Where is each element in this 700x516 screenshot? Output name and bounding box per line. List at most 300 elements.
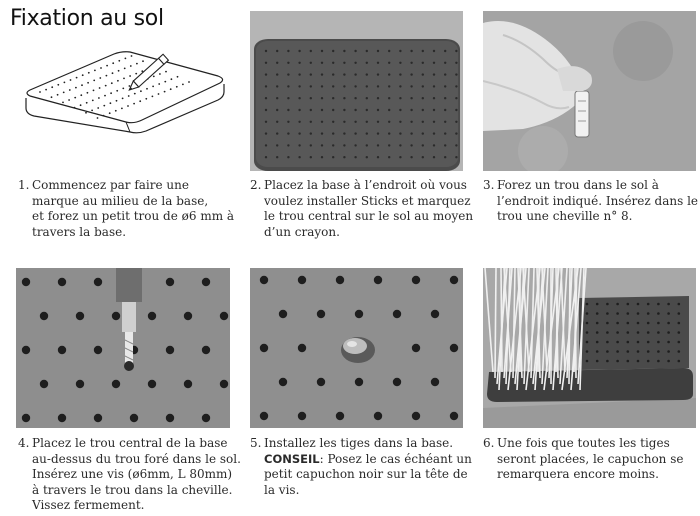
perforation-dot xyxy=(118,60,120,62)
perforation-dot xyxy=(260,344,268,352)
perforation-dot xyxy=(657,322,660,325)
perforation-dot xyxy=(184,380,192,388)
perforation-dot xyxy=(343,156,345,158)
perforation-dot xyxy=(317,378,325,386)
perforation-dot xyxy=(188,81,190,83)
photo-sticks-installed xyxy=(483,268,696,428)
perforation-dot xyxy=(106,65,108,67)
perforation-dot xyxy=(332,144,334,146)
perforation-dot xyxy=(260,276,268,284)
perforation-dot xyxy=(377,85,379,87)
perforation-dot xyxy=(596,303,599,306)
perforation-dot xyxy=(444,97,446,99)
perforation-dot xyxy=(433,132,435,134)
perforation-dot xyxy=(667,312,670,315)
step-2-line-2: voulez installer Sticks et marquez xyxy=(264,193,471,208)
perforation-dot xyxy=(298,156,300,158)
perforation-dot xyxy=(450,412,458,420)
step-1-line-2: marque au milieu de la base, xyxy=(32,193,209,208)
perforation-dot xyxy=(76,312,84,320)
perforation-dot xyxy=(182,84,184,86)
perforation-dot xyxy=(596,350,599,353)
perforation-dot xyxy=(321,97,323,99)
perforation-dot xyxy=(287,109,289,111)
perforation-dot xyxy=(354,109,356,111)
step-5-caption xyxy=(250,436,472,498)
perforation-dot xyxy=(377,109,379,111)
perforation-dot xyxy=(410,85,412,87)
perforation-dot xyxy=(127,105,129,107)
perforation-dot xyxy=(103,115,105,117)
perforation-dot xyxy=(667,350,670,353)
perforation-dot xyxy=(177,76,179,78)
step-5-tip-line-3: la vis. xyxy=(264,482,300,497)
perforation-dot xyxy=(412,276,420,284)
perforation-dot xyxy=(354,144,356,146)
perforation-dot xyxy=(433,144,435,146)
perforation-dot xyxy=(410,50,412,52)
perforation-dot xyxy=(354,85,356,87)
perforation-dot xyxy=(667,322,670,325)
perforation-dot xyxy=(165,71,167,73)
perforation-dot xyxy=(399,97,401,99)
perforation-dot xyxy=(343,73,345,75)
perforation-dot xyxy=(170,88,172,90)
step-4-caption xyxy=(18,436,241,514)
perforation-dot xyxy=(455,62,457,64)
perforation-dot xyxy=(310,62,312,64)
perforation-dot xyxy=(80,104,82,106)
perforation-dot xyxy=(678,331,681,334)
perforation-dot xyxy=(265,109,267,111)
perforation-dot xyxy=(321,144,323,146)
perforation-dot xyxy=(45,89,47,91)
perforation-dot xyxy=(118,70,120,72)
perforation-dot xyxy=(276,73,278,75)
perforation-dot xyxy=(152,86,154,88)
perforation-dot xyxy=(106,75,108,77)
perforation-dot xyxy=(98,97,100,99)
perforation-dot xyxy=(455,97,457,99)
step-4-number: 4. xyxy=(18,436,30,450)
perforation-dot xyxy=(422,109,424,111)
perforation-dot xyxy=(58,414,66,422)
step-2-caption xyxy=(250,178,473,240)
perforation-dot xyxy=(64,82,66,84)
perforation-dot xyxy=(265,85,267,87)
perforation-dot xyxy=(366,144,368,146)
step-2-line-1: Placez la base à l’endroit où vous xyxy=(264,178,467,192)
perforation-dot xyxy=(343,50,345,52)
perforation-dot xyxy=(220,380,228,388)
perforation-dot xyxy=(354,62,356,64)
perforation-dot xyxy=(63,92,65,94)
perforation-dot xyxy=(444,50,446,52)
step-5-tip-line-2: petit capuchon noir sur la tête de xyxy=(264,467,468,481)
perforation-dot xyxy=(103,105,105,107)
perforation-dot xyxy=(410,132,412,134)
perforation-dot xyxy=(336,276,344,284)
perforation-dot xyxy=(91,110,93,112)
perforation-dot xyxy=(657,312,660,315)
perforation-dot xyxy=(152,96,154,98)
perforation-dot xyxy=(637,322,640,325)
perforation-dot xyxy=(122,88,124,90)
perforation-dot xyxy=(422,62,424,64)
photo-screwing-base xyxy=(16,268,230,428)
perforation-dot xyxy=(22,346,30,354)
perforation-dot xyxy=(131,55,133,57)
perforation-dot xyxy=(336,412,344,420)
perforation-dot xyxy=(657,303,660,306)
perforation-dot xyxy=(616,341,619,344)
perforation-dot xyxy=(85,112,87,114)
perforation-dot xyxy=(332,132,334,134)
perforation-dot xyxy=(321,156,323,158)
perforation-dot xyxy=(433,156,435,158)
perforation-dot xyxy=(87,82,89,84)
perforation-dot xyxy=(374,412,382,420)
perforation-dot xyxy=(586,322,589,325)
perforation-dot xyxy=(97,117,99,119)
perforation-dot xyxy=(410,156,412,158)
perforation-dot xyxy=(637,360,640,363)
perforation-dot xyxy=(74,107,76,109)
perforation-dot xyxy=(298,276,306,284)
perforation-dot xyxy=(310,144,312,146)
perforation-dot xyxy=(287,73,289,75)
perforation-dot xyxy=(377,144,379,146)
perforation-dot xyxy=(678,360,681,363)
perforation-dot xyxy=(606,322,609,325)
step-6-line-1: Une fois que toutes les tiges xyxy=(497,436,670,450)
perforation-dot xyxy=(444,156,446,158)
step-3-number: 3. xyxy=(483,178,495,192)
step-4-line-4: à travers le trou dans la cheville. xyxy=(32,482,233,497)
perforation-dot xyxy=(399,85,401,87)
perforation-dot xyxy=(616,331,619,334)
perforation-dot xyxy=(410,73,412,75)
perforation-dot xyxy=(637,312,640,315)
perforation-dot xyxy=(377,73,379,75)
perforation-dot xyxy=(422,132,424,134)
perforation-dot xyxy=(276,50,278,52)
perforation-dot xyxy=(310,109,312,111)
perforation-dot xyxy=(377,132,379,134)
perforation-dot xyxy=(343,97,345,99)
perforation-dot xyxy=(298,144,300,146)
perforation-dot xyxy=(354,132,356,134)
perforation-dot xyxy=(51,86,53,88)
perforation-dot xyxy=(94,70,96,72)
perforation-dot xyxy=(265,156,267,158)
perforation-dot xyxy=(667,360,670,363)
perforation-dot xyxy=(647,312,650,315)
perforation-dot xyxy=(586,331,589,334)
perforation-dot xyxy=(596,331,599,334)
step-3-line-3: trou une cheville n° 8. xyxy=(497,209,633,223)
perforation-dot xyxy=(627,322,630,325)
perforation-dot xyxy=(310,73,312,75)
perforation-dot xyxy=(377,156,379,158)
perforation-dot xyxy=(265,50,267,52)
perforation-dot xyxy=(129,75,131,77)
perforation-dot xyxy=(116,100,118,102)
perforation-dot xyxy=(111,82,113,84)
perforation-dot xyxy=(265,62,267,64)
perforation-dot xyxy=(606,312,609,315)
perforation-dot xyxy=(637,350,640,353)
perforation-dot xyxy=(298,73,300,75)
perforation-dot xyxy=(399,109,401,111)
perforation-dot xyxy=(412,344,420,352)
perforation-dot xyxy=(647,331,650,334)
perforation-dot xyxy=(637,303,640,306)
perforation-dot xyxy=(647,350,650,353)
page-title: Fixation au sol xyxy=(10,6,164,31)
perforation-dot xyxy=(596,360,599,363)
perforation-dot xyxy=(433,50,435,52)
illustration-base-with-pencil xyxy=(18,36,230,136)
perforation-dot xyxy=(586,303,589,306)
perforation-dot xyxy=(616,350,619,353)
perforation-dot xyxy=(310,50,312,52)
perforation-dot xyxy=(321,62,323,64)
perforation-dot xyxy=(374,276,382,284)
step-2-line-4: d’un crayon. xyxy=(264,224,340,239)
perforation-dot xyxy=(276,121,278,123)
perforation-dot xyxy=(158,93,160,95)
perforation-dot xyxy=(100,67,102,69)
perforation-dot xyxy=(202,414,210,422)
perforation-dot xyxy=(606,331,609,334)
perforation-dot xyxy=(366,132,368,134)
perforation-dot xyxy=(332,62,334,64)
perforation-dot xyxy=(647,303,650,306)
perforation-dot xyxy=(410,121,412,123)
perforation-dot xyxy=(627,331,630,334)
step-6-caption xyxy=(483,436,684,483)
step-4-line-2: au-dessus du trou foré dans le sol. xyxy=(32,451,241,466)
perforation-dot xyxy=(422,156,424,158)
perforation-dot xyxy=(627,360,630,363)
perforation-dot xyxy=(121,108,123,110)
perforation-dot xyxy=(88,72,90,74)
perforation-dot xyxy=(444,85,446,87)
perforation-dot xyxy=(433,121,435,123)
perforation-dot xyxy=(153,76,155,78)
perforation-dot xyxy=(276,156,278,158)
perforation-dot xyxy=(276,109,278,111)
perforation-dot xyxy=(388,132,390,134)
perforation-dot xyxy=(123,78,125,80)
perforation-dot xyxy=(627,350,630,353)
perforation-dot xyxy=(366,97,368,99)
perforation-dot xyxy=(616,312,619,315)
perforation-dot xyxy=(433,85,435,87)
perforation-dot xyxy=(422,73,424,75)
perforation-dot xyxy=(377,50,379,52)
perforation-dot xyxy=(596,341,599,344)
perforation-dot xyxy=(260,412,268,420)
perforation-dot xyxy=(388,73,390,75)
perforation-dot xyxy=(279,378,287,386)
perforation-dot xyxy=(354,156,356,158)
perforation-dot xyxy=(97,107,99,109)
perforation-dot xyxy=(171,78,173,80)
perforation-dot xyxy=(116,90,118,92)
perforation-dot xyxy=(128,95,130,97)
perforation-dot xyxy=(265,73,267,75)
step-1-caption xyxy=(18,178,234,240)
perforation-dot xyxy=(431,378,439,386)
perforation-dot xyxy=(276,132,278,134)
perforation-dot xyxy=(586,341,589,344)
perforation-dot xyxy=(145,98,147,100)
perforation-dot xyxy=(321,85,323,87)
perforation-dot xyxy=(366,85,368,87)
step-4-line-1: Placez le trou central de la base xyxy=(32,436,228,450)
perforation-dot xyxy=(310,156,312,158)
step-5-line-1: Installez les tiges dans la base. xyxy=(264,436,454,450)
perforation-dot xyxy=(298,412,306,420)
step-3-line-1: Forez un trou dans le sol à xyxy=(497,178,659,192)
perforation-dot xyxy=(455,50,457,52)
perforation-dot xyxy=(94,346,102,354)
perforation-dot xyxy=(332,50,334,52)
perforation-dot xyxy=(158,83,160,85)
perforation-dot xyxy=(112,380,120,388)
perforation-dot xyxy=(627,341,630,344)
perforation-dot xyxy=(667,331,670,334)
perforation-dot xyxy=(444,62,446,64)
perforation-dot xyxy=(321,121,323,123)
perforation-dot xyxy=(399,73,401,75)
perforation-dot xyxy=(317,310,325,318)
perforation-dot xyxy=(321,132,323,134)
perforation-dot xyxy=(112,72,114,74)
perforation-dot xyxy=(450,344,458,352)
perforation-dot xyxy=(366,62,368,64)
perforation-dot xyxy=(444,144,446,146)
perforation-dot xyxy=(647,341,650,344)
perforation-dot xyxy=(410,109,412,111)
perforation-dot xyxy=(393,310,401,318)
perforation-dot xyxy=(70,79,72,81)
perforation-dot xyxy=(279,310,287,318)
perforation-dot xyxy=(444,73,446,75)
step-5-tip-line-1: : Posez le cas échéant un xyxy=(319,451,472,466)
perforation-dot xyxy=(377,121,379,123)
perforation-dot xyxy=(276,85,278,87)
perforation-dot xyxy=(366,156,368,158)
perforation-dot xyxy=(62,102,64,104)
perforation-dot xyxy=(399,156,401,158)
perforation-dot xyxy=(412,412,420,420)
perforation-dot xyxy=(202,346,210,354)
perforation-dot xyxy=(627,303,630,306)
perforation-dot xyxy=(399,144,401,146)
step-1-line-3: et forez un petit trou de ø6 mm à xyxy=(32,209,235,223)
perforation-dot xyxy=(109,112,111,114)
perforation-dot xyxy=(678,303,681,306)
perforation-dot xyxy=(276,97,278,99)
perforation-dot xyxy=(455,144,457,146)
perforation-dot xyxy=(366,73,368,75)
step-4-line-3: Insérez une vis (ø6mm, L 80mm) xyxy=(32,467,233,481)
perforation-dot xyxy=(355,310,363,318)
perforation-dot xyxy=(366,109,368,111)
perforation-dot xyxy=(586,360,589,363)
perforation-dot xyxy=(130,65,132,67)
perforation-dot xyxy=(298,344,306,352)
perforation-dot xyxy=(667,303,670,306)
perforation-dot xyxy=(134,93,136,95)
perforation-dot xyxy=(140,90,142,92)
perforation-dot xyxy=(616,303,619,306)
perforation-dot xyxy=(444,109,446,111)
photo-screw-head-cap xyxy=(250,268,463,428)
perforation-dot xyxy=(110,92,112,94)
perforation-dot xyxy=(310,132,312,134)
perforation-dot xyxy=(332,109,334,111)
perforation-dot xyxy=(135,73,137,75)
perforation-dot xyxy=(388,156,390,158)
perforation-dot xyxy=(586,350,589,353)
perforation-dot xyxy=(455,132,457,134)
perforation-dot xyxy=(22,414,30,422)
perforation-dot xyxy=(321,50,323,52)
perforation-dot xyxy=(455,156,457,158)
photo-base-on-floor xyxy=(250,11,463,171)
step-2-line-3: le trou central sur le sol au moyen xyxy=(264,209,474,223)
perforation-dot xyxy=(343,132,345,134)
perforation-dot xyxy=(647,322,650,325)
perforation-dot xyxy=(129,85,131,87)
perforation-dot xyxy=(606,303,609,306)
perforation-dot xyxy=(310,85,312,87)
perforation-dot xyxy=(110,102,112,104)
step-1-line-1: Commencez par faire une xyxy=(32,178,189,192)
perforation-dot xyxy=(125,58,127,60)
perforation-dot xyxy=(298,109,300,111)
perforation-dot xyxy=(276,62,278,64)
perforation-dot xyxy=(58,278,66,286)
perforation-dot xyxy=(105,85,107,87)
perforation-dot xyxy=(596,312,599,315)
perforation-dot xyxy=(354,97,356,99)
perforation-dot xyxy=(82,74,84,76)
perforation-dot xyxy=(606,360,609,363)
step-3-caption xyxy=(483,178,698,225)
perforation-dot xyxy=(40,380,48,388)
perforation-dot xyxy=(627,312,630,315)
perforation-dot xyxy=(321,73,323,75)
step-2-number: 2. xyxy=(250,178,262,192)
perforation-dot xyxy=(22,278,30,286)
perforation-dot xyxy=(298,50,300,52)
perforation-dot xyxy=(450,276,458,284)
perforation-dot xyxy=(94,414,102,422)
perforation-dot xyxy=(68,99,70,101)
perforation-dot xyxy=(287,50,289,52)
perforation-dot xyxy=(69,89,71,91)
perforation-dot xyxy=(377,97,379,99)
perforation-dot xyxy=(139,100,141,102)
perforation-dot xyxy=(298,97,300,99)
perforation-dot xyxy=(433,109,435,111)
perforation-dot xyxy=(94,278,102,286)
